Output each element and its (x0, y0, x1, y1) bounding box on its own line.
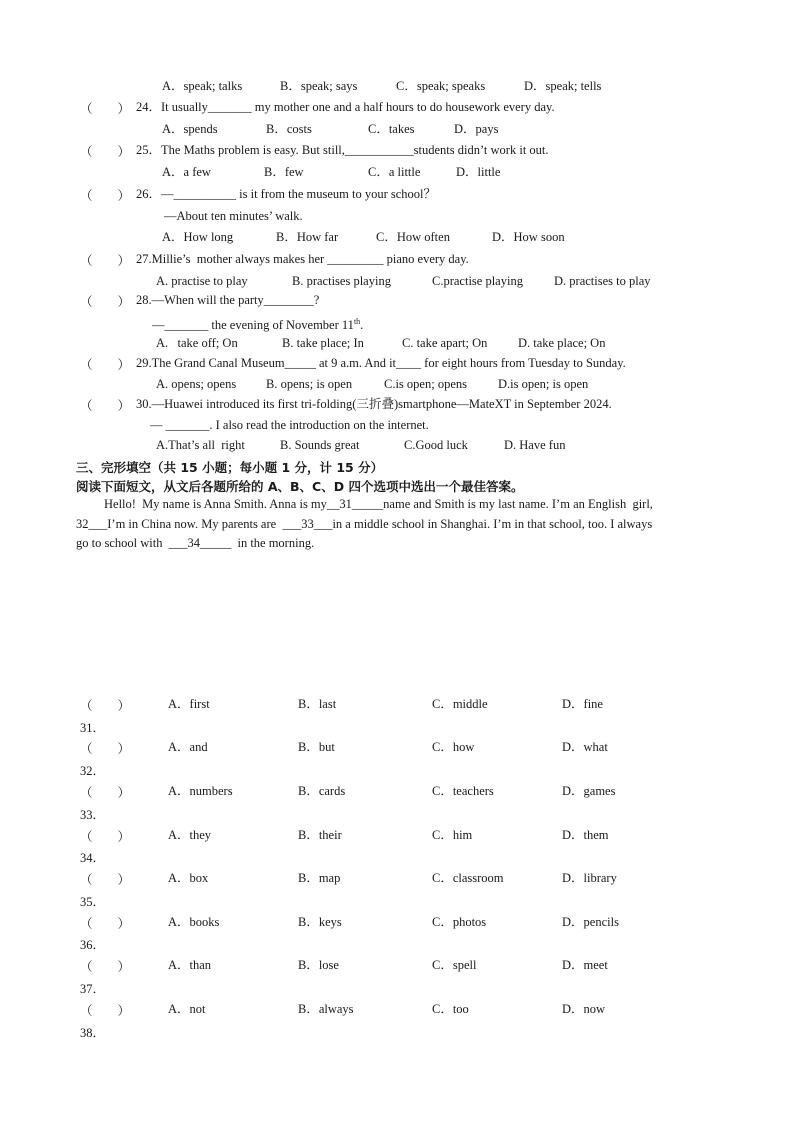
blank: ___________ (344, 143, 414, 157)
q25-option-c: C．a little (368, 165, 421, 179)
option-d: D．library (562, 871, 617, 885)
option-d: D．pencils (562, 915, 619, 929)
answer-paren[interactable]: （ ） (80, 102, 131, 116)
blank: _______ (164, 318, 209, 333)
option-d: D．meet (562, 958, 608, 972)
q26-option-a: A．How long (162, 230, 234, 244)
q26-option-d: D．How soon (492, 230, 565, 244)
answer-paren[interactable]: （ ） (80, 358, 131, 372)
passage-line-1 (104, 496, 653, 512)
option-a: A．numbers (168, 784, 233, 798)
q24-option-d: D．pays (454, 122, 499, 136)
passage-text: name and Smith is my last name. I’m an English girl, (383, 497, 653, 511)
answer-paren[interactable]: （ ） (80, 830, 131, 844)
q23-option-d: D．speak; tells (524, 79, 602, 93)
answer-paren[interactable]: （ ） (80, 917, 131, 931)
q24-option-a: A．spends (162, 122, 218, 136)
q29-option-a: A. opens; opens (156, 377, 237, 391)
passage-line-3 (76, 535, 314, 551)
ordinal-suffix: th (353, 317, 361, 326)
option-a: A．than (168, 958, 212, 972)
q25-option-a: A．a few (162, 165, 211, 179)
reply-text: . I also read the introduction on the internet. (209, 418, 429, 432)
question-number: 34． (80, 851, 106, 865)
question-text (136, 251, 469, 267)
option-b: B．always (298, 1002, 354, 1016)
question-text: 30.—Huawei introduced its first tri-folding(三折叠)smartphone—MateXT in September 2024. (136, 397, 612, 411)
section-instruction: 阅读下面短文，从文后各题所给的 A、B、C、D 四个选项中选出一个最佳答案。 (76, 479, 524, 494)
q27-option-d: D. practises to play (554, 274, 651, 288)
stem-pre: The Maths problem is easy. But still, (161, 143, 345, 157)
question-number: 33． (80, 808, 106, 822)
stem-pre: 28.—When will the party (136, 293, 264, 307)
passage-text: go to school with (76, 536, 169, 550)
answer-paren[interactable]: （ ） (80, 145, 131, 159)
question-text (136, 99, 555, 115)
q28-reply (152, 314, 363, 333)
stem-pre: It usually (161, 100, 208, 114)
option-c: C．too (432, 1002, 469, 1016)
q30-option-a: A.That’s all right (156, 438, 245, 452)
question-number: 25． (136, 143, 162, 157)
answer-paren[interactable]: （ ） (80, 786, 131, 800)
option-a: A．first (168, 697, 210, 711)
question-number: 35． (80, 895, 106, 909)
option-d: D．what (562, 740, 608, 754)
question-number: 31． (80, 721, 106, 735)
blank: ________ (263, 293, 314, 307)
reply-end: . (360, 318, 364, 333)
q29-option-b: B. opens; is open (266, 377, 353, 391)
question-number: 32． (80, 764, 106, 778)
q29-option-c: C.is open; opens (384, 377, 467, 391)
option-b: B．last (298, 697, 337, 711)
question-number: 38． (80, 1026, 106, 1040)
stem-pre: 29.The Grand Canal Museum (136, 356, 285, 370)
reply-text: the evening of November 11 (208, 318, 354, 333)
option-b: B．keys (298, 915, 342, 929)
stem-post: is it from the museum to your school？ (236, 187, 436, 201)
blank: _______ (165, 418, 210, 432)
option-d: D．games (562, 784, 616, 798)
q27-option-c: C.practise playing (432, 274, 523, 288)
q25-option-b: B．few (264, 165, 304, 179)
answer-paren[interactable]: （ ） (80, 254, 131, 268)
blank: _______ (207, 100, 252, 114)
blank-33: ___33___ (282, 517, 333, 531)
option-a: A．they (168, 828, 212, 842)
option-d: D．fine (562, 697, 603, 711)
q28-option-c: C. take apart; On (402, 336, 488, 350)
passage-line-2 (76, 516, 652, 532)
q23-option-a: A．speak; talks (162, 79, 243, 93)
option-c: C．teachers (432, 784, 494, 798)
option-c: C．him (432, 828, 473, 842)
q26-reply: —About ten minutes’ walk. (164, 209, 303, 223)
blank-34: ___34_____ (168, 536, 232, 550)
passage-text: I’m in China now. My parents are (107, 517, 283, 531)
blank: _____ (284, 356, 316, 370)
option-c: C．middle (432, 697, 488, 711)
reply-dash: — (152, 318, 165, 333)
blank: ____ (396, 356, 422, 370)
stem-pre: — (161, 187, 174, 201)
answer-paren[interactable]: （ ） (80, 189, 131, 203)
answer-paren[interactable]: （ ） (80, 742, 131, 756)
q28-option-d: D. take place; On (518, 336, 606, 350)
q24-option-c: C．takes (368, 122, 415, 136)
q25-option-d: D．little (456, 165, 501, 179)
option-a: A．not (168, 1002, 206, 1016)
q30-option-d: D. Have fun (504, 438, 566, 452)
q26-option-b: B．How far (276, 230, 339, 244)
stem-post: students didn’t work it out. (413, 143, 549, 157)
option-b: B．cards (298, 784, 346, 798)
q23-option-b: B．speak; says (280, 79, 358, 93)
answer-paren[interactable]: （ ） (80, 1004, 131, 1018)
option-a: A．books (168, 915, 220, 929)
reply-dash: — (150, 418, 166, 432)
q30-option-c: C.Good luck (404, 438, 468, 452)
question-text (136, 142, 549, 158)
question-text (136, 355, 626, 371)
stem-post: my mother one and a half hours to do housework every day. (251, 100, 555, 114)
q27-option-a: A. practise to play (156, 274, 248, 288)
option-a: A．and (168, 740, 208, 754)
question-number: 24． (136, 100, 162, 114)
stem-post: ? (313, 293, 320, 307)
option-b: B．but (298, 740, 335, 754)
option-b: B．their (298, 828, 342, 842)
stem-post: for eight hours from Tuesday to Sunday. (421, 356, 626, 370)
q30-option-b: B. Sounds great (280, 438, 360, 452)
option-b: B．map (298, 871, 341, 885)
option-d: D．now (562, 1002, 606, 1016)
q28-option-a: A. take off; On (156, 336, 238, 350)
passage-text: in the morning. (231, 536, 315, 550)
option-c: C．classroom (432, 871, 504, 885)
answer-paren[interactable]: （ ） (80, 295, 131, 309)
section-heading: 三、完形填空（共 15 小题；每小题 1 分，计 15 分） (76, 460, 384, 475)
answer-paren[interactable]: （ ） (80, 960, 131, 974)
blank-32: 32___ (76, 517, 108, 531)
option-d: D．them (562, 828, 609, 842)
option-c: C．how (432, 740, 475, 754)
stem-mid: at 9 a.m. And it (315, 356, 397, 370)
answer-paren[interactable]: （ ） (80, 699, 131, 713)
passage-text: in a middle school in Shanghai. I’m in that school, too. I always (332, 517, 653, 531)
stem-post: piano every day. (383, 252, 469, 266)
question-number: 37． (80, 982, 106, 996)
q24-option-b: B．costs (266, 122, 312, 136)
option-c: C．photos (432, 915, 487, 929)
option-a: A．box (168, 871, 209, 885)
q30-reply (150, 417, 429, 433)
question-text (136, 186, 436, 202)
option-b: B．lose (298, 958, 339, 972)
passage-text: Hello! My name is Anna Smith. Anna is my (104, 497, 327, 511)
question-number: 26． (136, 187, 162, 201)
q28-option-b: B. take place; In (282, 336, 364, 350)
option-c: C．spell (432, 958, 477, 972)
blank-31: __31_____ (326, 497, 384, 511)
q26-option-c: C．How often (376, 230, 450, 244)
q29-option-d: D.is open; is open (498, 377, 589, 391)
stem-pre: 27.Millie’s mother always makes her (136, 252, 328, 266)
blank: _________ (327, 252, 384, 266)
q27-option-b: B. practises playing (292, 274, 391, 288)
q23-option-c: C．speak; speaks (396, 79, 486, 93)
answer-paren[interactable]: （ ） (80, 873, 131, 887)
question-number: 36． (80, 938, 106, 952)
blank: __________ (173, 187, 237, 201)
answer-paren[interactable]: （ ） (80, 399, 131, 413)
question-text (136, 292, 319, 308)
